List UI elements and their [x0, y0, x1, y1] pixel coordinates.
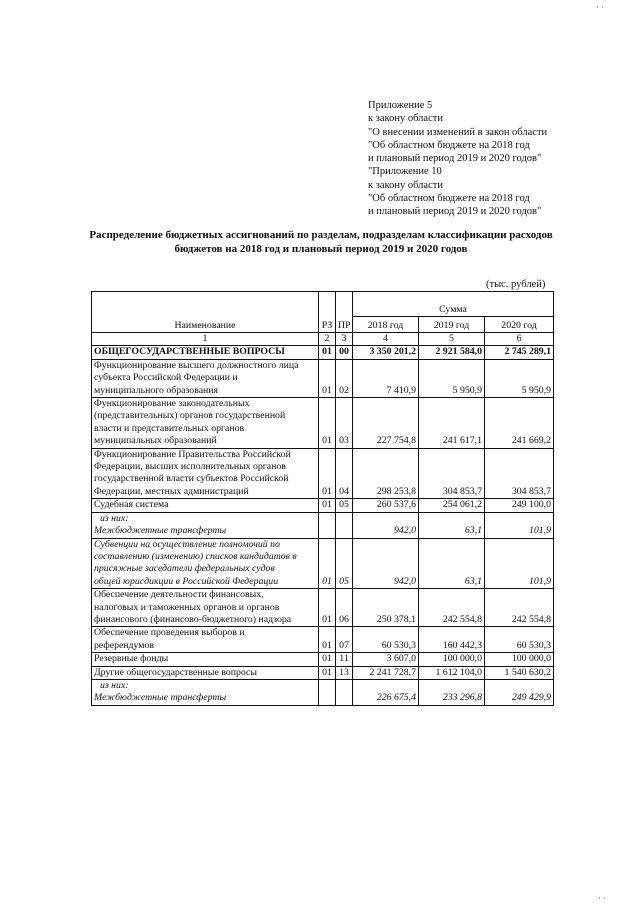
table-row	[92, 692, 554, 705]
row-value-2020: 242 554,8	[485, 589, 554, 627]
table-row	[92, 398, 554, 449]
row-pr: 02	[336, 359, 353, 397]
row-pr: 13	[336, 666, 353, 679]
appendix-line: к закону области	[368, 113, 443, 125]
row-name-line: Обеспечение деятельности финансовых,	[94, 589, 264, 601]
row-value-2019: 2 921 584,0	[419, 346, 485, 359]
row-name	[92, 359, 319, 397]
row-value-2020: 241 669,2	[485, 398, 554, 449]
row-name-line: общей юрисдикции в Российской Федерации	[94, 575, 279, 587]
row-value-2018: 2 241 728,7	[353, 666, 419, 679]
row-rz: 01	[319, 346, 336, 359]
column-number: 4	[353, 333, 419, 346]
document-title-line: бюджетов на 2018 год и плановый период 2019 и 2020 годов	[174, 242, 468, 255]
row-value-2019: 304 853,7	[419, 448, 485, 499]
row-name-line: ОБЩЕГОСУДАРСТВЕННЫЕ ВОПРОСЫ	[94, 346, 285, 358]
appendix-line: "О внесении изменений в закон области	[368, 126, 548, 138]
row-value-2019: 160 442,3	[419, 627, 485, 653]
row-pr	[336, 692, 353, 705]
row-name-line: присяжные заседатели федеральных судов	[94, 563, 275, 575]
row-pr: 11	[336, 653, 353, 666]
row-value-2018: 3 350 201,2	[353, 346, 419, 359]
row-rz	[319, 679, 336, 692]
appendix-line: "Об областном бюджете на 2018 год	[368, 139, 530, 151]
row-pr: 05	[336, 538, 353, 589]
row-name-line: финансового (финансово-бюджетного) надзора	[94, 613, 292, 625]
row-pr: 06	[336, 589, 353, 627]
document-title-line: Распределение бюджетных ассигнований по разделам, подразделам классификации расходов	[89, 229, 553, 241]
document-title	[82, 229, 560, 256]
row-value-2019	[419, 679, 485, 692]
header-rz: РЗ	[319, 292, 336, 333]
row-rz: 01	[319, 448, 336, 499]
row-pr: 07	[336, 627, 353, 653]
header-year-2018: 2018 год	[353, 317, 419, 333]
appendix-line: "Приложение 10	[368, 166, 442, 178]
table-row	[92, 499, 554, 512]
row-name-line: Межбюджетные трансферты	[94, 692, 227, 704]
row-name-line: Резервные фонды	[94, 653, 169, 665]
row-name-line: муниципальных образований	[94, 435, 217, 447]
row-name	[92, 499, 319, 512]
appendix-line: и плановый период 2019 и 2020 годов"	[368, 206, 542, 218]
row-pr	[336, 525, 353, 538]
row-value-2020	[485, 512, 554, 525]
row-pr: 03	[336, 398, 353, 449]
row-value-2019: 1 612 104,0	[419, 666, 485, 679]
row-name-line: государственной власти субъектов Российской	[94, 473, 289, 485]
row-value-2020: 249 429,9	[485, 692, 554, 705]
row-value-2018	[353, 679, 419, 692]
row-pr: 04	[336, 448, 353, 499]
row-name-line: (представительных) органов государственной	[94, 410, 286, 422]
header-year-2019: 2019 год	[419, 317, 485, 333]
row-value-2020	[485, 679, 554, 692]
row-value-2020: 5 950,9	[485, 359, 554, 397]
row-value-2019: 100 000,0	[419, 653, 485, 666]
row-value-2018: 942,0	[353, 538, 419, 589]
row-value-2019: 63,1	[419, 525, 485, 538]
header-name: Наименование	[92, 292, 319, 333]
column-number: 5	[419, 333, 485, 346]
table-row	[92, 448, 554, 499]
appendix-line: и плановый период 2019 и 2020 годов"	[368, 153, 542, 165]
appendix-line: к закону области	[368, 179, 443, 191]
row-value-2018: 226 675,4	[353, 692, 419, 705]
row-name-line: Федерации, высших исполнительных органов	[94, 461, 286, 473]
row-value-2018: 250 378,1	[353, 589, 419, 627]
row-value-2020: 101,9	[485, 525, 554, 538]
row-name	[92, 653, 319, 666]
row-name-line: налоговых и таможенных органов и органов	[94, 601, 280, 613]
row-name-line: из них:	[100, 512, 129, 524]
column-number: 1	[92, 333, 319, 346]
row-value-2019: 63,1	[419, 538, 485, 589]
row-name-line: референдумов	[94, 639, 155, 651]
table-row	[92, 666, 554, 679]
table-row	[92, 679, 554, 692]
row-name-line: Межбюджетные трансферты	[94, 525, 227, 537]
row-name	[92, 448, 319, 499]
corner-mark-bottom: · ·	[598, 893, 607, 903]
row-rz: 01	[319, 499, 336, 512]
budget-table	[91, 291, 554, 706]
row-name-line: Другие общегосударственные вопросы	[94, 666, 257, 678]
column-number: 6	[485, 333, 554, 346]
table-row	[92, 589, 554, 627]
row-value-2020: 1 540 630,2	[485, 666, 554, 679]
row-name-line: власти и представительных органов	[94, 422, 245, 434]
table-row	[92, 359, 554, 397]
table-row	[92, 346, 554, 359]
row-name	[92, 627, 319, 653]
row-value-2018: 942,0	[353, 525, 419, 538]
row-value-2020: 2 745 289,1	[485, 346, 554, 359]
column-number: 3	[336, 333, 353, 346]
row-value-2018: 260 537,6	[353, 499, 419, 512]
row-value-2018: 3 607,0	[353, 653, 419, 666]
row-name-line: Федерации, местных администраций	[94, 485, 249, 497]
row-value-2018: 298 253,8	[353, 448, 419, 499]
row-name	[92, 679, 319, 692]
row-name-line: Функционирование Правительства Российской	[94, 448, 291, 460]
row-name-line: Обеспечение проведения выборов и	[94, 627, 245, 639]
row-value-2019: 5 950,9	[419, 359, 485, 397]
row-value-2019: 241 617,1	[419, 398, 485, 449]
row-rz	[319, 512, 336, 525]
table-row	[92, 627, 554, 653]
row-pr	[336, 512, 353, 525]
row-name-line: Функционирование высшего должностного лица	[94, 359, 299, 371]
row-value-2018	[353, 512, 419, 525]
row-rz: 01	[319, 666, 336, 679]
row-value-2018: 227 754,8	[353, 398, 419, 449]
row-name	[92, 525, 319, 538]
row-value-2018: 7 410,9	[353, 359, 419, 397]
column-number: 2	[319, 333, 336, 346]
row-rz: 01	[319, 589, 336, 627]
row-value-2018: 60 530,3	[353, 627, 419, 653]
header-year-2020: 2020 год	[485, 317, 554, 333]
row-name	[92, 512, 319, 525]
units-label: (тыс. рублей)	[486, 279, 546, 290]
header-pr: ПР	[336, 292, 353, 333]
row-name-line: Субвенции на осуществление полномочий по	[94, 538, 280, 550]
corner-mark-top: · ·	[596, 2, 605, 12]
row-pr	[336, 679, 353, 692]
appendix-line: Приложение 5	[368, 100, 433, 111]
row-value-2020: 100 000,0	[485, 653, 554, 666]
row-value-2019	[419, 512, 485, 525]
row-name-line: Судебная система	[94, 499, 169, 511]
row-name	[92, 346, 319, 359]
row-value-2020: 101,9	[485, 538, 554, 589]
appendix-line: "Об областном бюджете на 2018 год	[368, 193, 530, 205]
row-pr: 00	[336, 346, 353, 359]
row-name	[92, 538, 319, 589]
row-value-2020: 304 853,7	[485, 448, 554, 499]
table-row	[92, 512, 554, 525]
row-name	[92, 692, 319, 705]
table-row	[92, 538, 554, 589]
row-value-2020: 249 100,0	[485, 499, 554, 512]
row-rz: 01	[319, 398, 336, 449]
row-value-2019: 242 554,8	[419, 589, 485, 627]
row-value-2020: 60 530,3	[485, 627, 554, 653]
row-name	[92, 398, 319, 449]
row-rz: 01	[319, 359, 336, 397]
row-name	[92, 666, 319, 679]
table-row	[92, 525, 554, 538]
header-sum: Сумма	[353, 292, 554, 317]
row-rz	[319, 692, 336, 705]
row-name-line: муниципального образования	[94, 384, 219, 396]
row-name-line: из них:	[100, 679, 129, 691]
row-pr: 05	[336, 499, 353, 512]
row-value-2019: 233 296,8	[419, 692, 485, 705]
row-rz: 01	[319, 538, 336, 589]
row-value-2019: 254 061,2	[419, 499, 485, 512]
row-name-line: составлению (изменению) списков кандидатов в	[94, 550, 297, 562]
row-rz	[319, 525, 336, 538]
row-name-line: субъекта Российской Федерации и	[94, 372, 238, 384]
table-row	[92, 653, 554, 666]
row-rz: 01	[319, 627, 336, 653]
appendix-block	[368, 99, 547, 219]
row-name-line: Функционирование законодательных	[94, 398, 250, 410]
row-name	[92, 589, 319, 627]
row-rz: 01	[319, 653, 336, 666]
